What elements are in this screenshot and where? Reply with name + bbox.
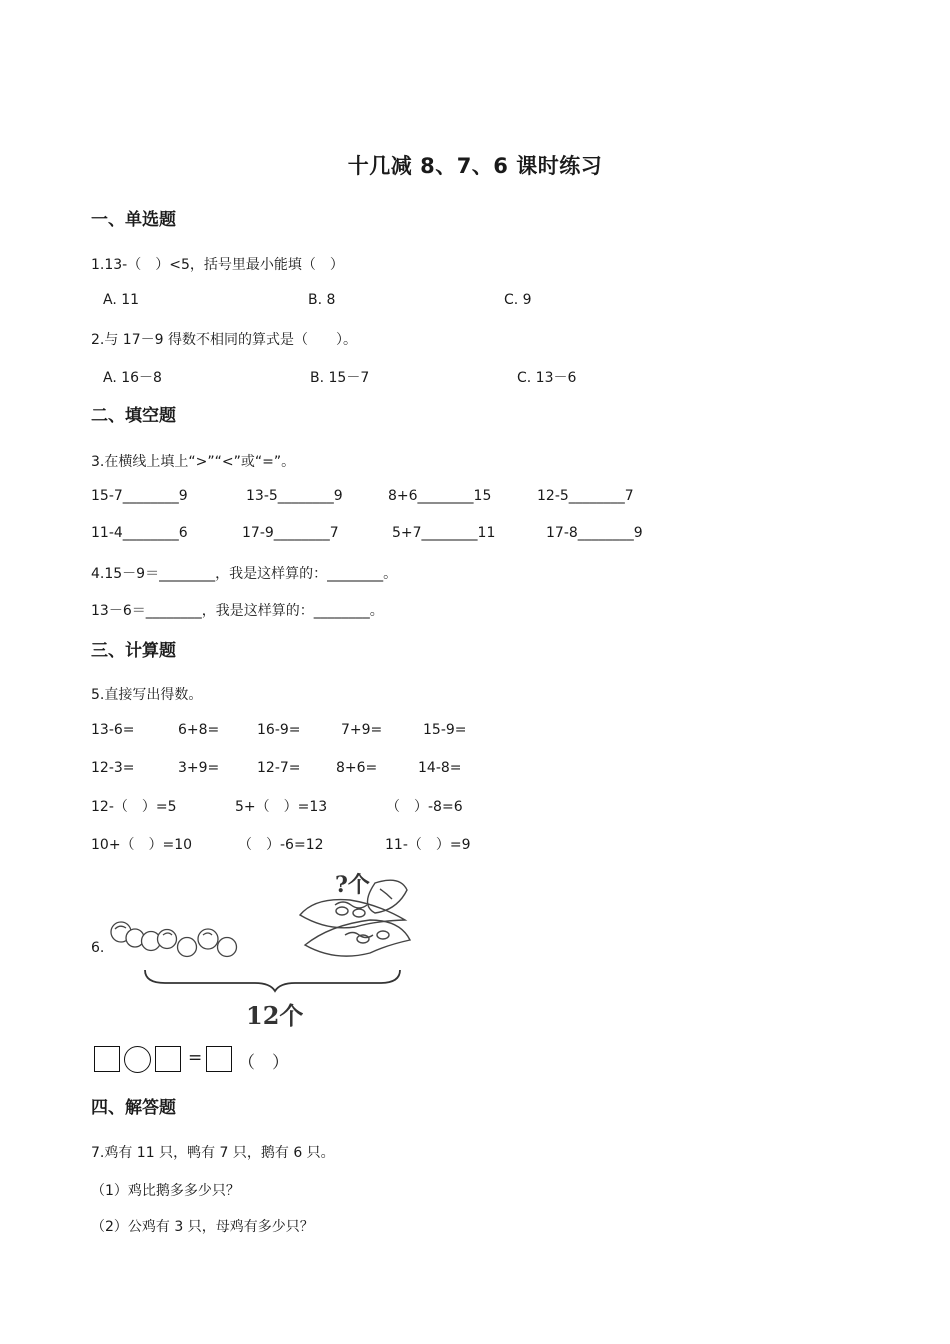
equals-sign: = (188, 1048, 203, 1068)
question-4-line-1: 4.15－9＝________，我是这样算的：________。 (91, 566, 398, 582)
question-5-item: 15-9= (423, 722, 467, 738)
question-5-stem: 5.直接写出得数。 (91, 687, 203, 703)
operator-circle[interactable] (124, 1046, 151, 1073)
question-1-option-b: B. 8 (308, 292, 336, 308)
answer-box-1[interactable] (94, 1046, 120, 1072)
question-3-item: 17-9________7 (242, 525, 339, 541)
question-3-item: 5+7________11 (392, 525, 496, 541)
question-5-item: 12-7= (257, 760, 301, 776)
question-7-sub-2: （2）公鸡有 3 只，母鸡有多少只？ (91, 1219, 314, 1235)
question-3-item: 13-5________9 (246, 488, 343, 504)
section-heading-word-problems: 四、解答题 (91, 1098, 176, 1118)
pea-circles (111, 922, 237, 957)
question-5-item: 5+（ ）=13 (235, 799, 328, 815)
unit-paren: （ ） (238, 1053, 289, 1073)
question-3-item: 11-4________6 (91, 525, 188, 541)
question-3-item: 17-8________9 (546, 525, 643, 541)
question-5-item: 14-8= (418, 760, 462, 776)
question-5-item: （ ）-6=12 (238, 837, 324, 853)
question-mark-count-label: ?个 (335, 872, 370, 898)
question-5-item: 16-9= (257, 722, 301, 738)
brace (145, 970, 400, 991)
question-1-option-c: C. 9 (504, 292, 532, 308)
question-5-item: 11-（ ）=9 (385, 837, 471, 853)
page-title: 十几减 8、7、6 课时练习 (347, 154, 603, 178)
question-3-item: 8+6________15 (388, 488, 492, 504)
question-3-stem: 3.在横线上填上“>”“<”或“=”。 (91, 454, 296, 470)
section-heading-single-choice: 一、单选题 (91, 210, 176, 230)
total-count-label: 12个 (246, 1001, 304, 1030)
question-1-option-a: A. 11 (103, 292, 140, 308)
question-4-line-2: 13－6＝________，我是这样算的：________。 (91, 603, 384, 619)
answer-box-3[interactable] (206, 1046, 232, 1072)
question-5-item: 13-6= (91, 722, 135, 738)
question-5-item: 12-3= (91, 760, 135, 776)
question-5-item: （ ）-8=6 (386, 799, 463, 815)
question-6-label: 6. (91, 940, 105, 956)
question-2-option-b: B. 15－7 (310, 370, 370, 386)
question-3-item: 15-7________9 (91, 488, 188, 504)
question-2-option-c: C. 13－6 (517, 370, 577, 386)
question-5-item: 6+8= (178, 722, 220, 738)
question-7-stem: 7.鸡有 11 只，鸭有 7 只，鹅有 6 只。 (91, 1145, 335, 1161)
question-7-sub-1: （1）鸡比鹅多多少只？ (91, 1183, 240, 1199)
question-2-option-a: A. 16－8 (103, 370, 162, 386)
question-5-item: 8+6= (336, 760, 378, 776)
question-5-item: 3+9= (178, 760, 220, 776)
section-heading-calculation: 三、计算题 (91, 641, 176, 661)
question-1-stem: 1.13-（ ）<5，括号里最小能填（ ） (91, 257, 344, 273)
question-5-item: 7+9= (341, 722, 383, 738)
answer-box-2[interactable] (155, 1046, 181, 1072)
section-heading-fill-blank: 二、填空题 (91, 406, 176, 426)
question-2-stem: 2.与 17－9 得数不相同的算式是（ ）。 (91, 332, 357, 348)
question-3-item: 12-5________7 (537, 488, 634, 504)
question-5-item: 12-（ ）=5 (91, 799, 177, 815)
question-5-item: 10+（ ）=10 (91, 837, 193, 853)
